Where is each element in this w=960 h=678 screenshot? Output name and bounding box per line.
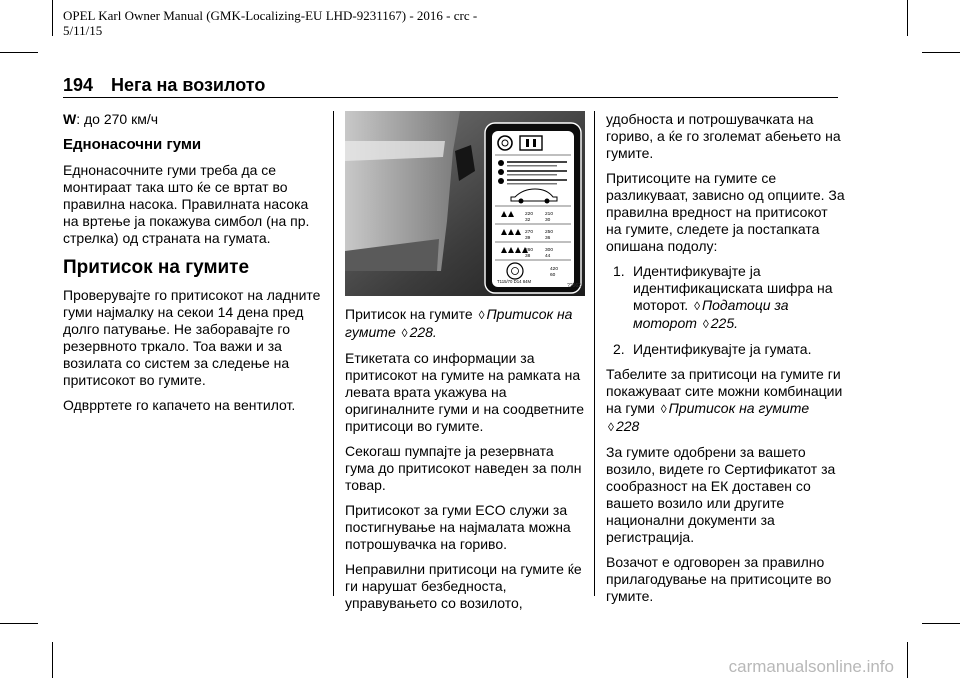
crop-mark: [52, 0, 53, 36]
reference-arrow-icon: ◊: [660, 402, 667, 416]
speed-rating-line: [63, 111, 325, 128]
reference-arrow-icon: ◊: [694, 299, 700, 313]
site-watermark: carmanualsonline.info: [728, 657, 894, 676]
caption-link[interactable]: Притисок на гумите: [345, 306, 573, 340]
column-3: [606, 111, 846, 613]
paragraph-pressure-tables: [606, 366, 846, 436]
paragraph-pressure-differ: Притисоците на гумите се разликуваат, зависно од опциите. За правилна вредност на притисокот на гумите, следете ја постапката опишана подолу:: [606, 170, 845, 254]
door-frame-illustration: [345, 111, 585, 296]
page-number: 194: [63, 75, 94, 95]
document-meta: [63, 8, 623, 38]
spare-row-b: 60: [550, 273, 556, 278]
crop-mark: [922, 623, 960, 624]
list-item-text: Идентификувајте ја идентификациската шифра на моторот.: [633, 263, 833, 313]
label-row-3-c: 38: [525, 254, 531, 259]
tables-text: Табелите за притисоци на гумите ги покажуваат сите можни комбинации на гуми: [606, 366, 843, 416]
crop-mark: [907, 642, 908, 678]
paragraph-wrong-pressure: Неправилни притисоци на гумите ќе ги нарушат безбедноста, управувањето со возилото,: [345, 561, 582, 611]
label-row-1-c: 32: [525, 218, 531, 223]
caption-page: 228.: [409, 324, 437, 340]
meta-line-2: 5/11/15: [63, 23, 103, 38]
spare-row-a: 420: [550, 267, 559, 272]
label-row-2-d: 36: [545, 236, 551, 241]
column-divider: [594, 111, 595, 596]
label-row-1-a: 220: [525, 212, 534, 217]
paragraph-continuation: удобноста и потрошувачката на гориво, а ќе го зголемат абењето на гумите.: [606, 111, 841, 161]
crop-mark: [0, 623, 38, 624]
label-row-1-b: 210: [545, 212, 554, 217]
speed-text: : до 270 км/ч: [76, 111, 159, 127]
column-2: [345, 111, 585, 620]
column-1: [63, 111, 325, 422]
label-row-2-b: 250: [545, 230, 554, 235]
paragraph-eco-pressure: Притисокот за гуми ECO служи за постигнување на најмалата можна потрошувачка на гориво.: [345, 502, 571, 552]
reference-arrow-icon: ◊: [401, 326, 408, 340]
figure-caption: [345, 306, 585, 342]
paragraph-spare-wheel: Секогаш пумпајте ја резервната гума до притисокот наведен за полн товар.: [345, 443, 582, 493]
procedure-list: [606, 263, 846, 358]
page-header: [63, 74, 838, 96]
crop-mark: [0, 52, 38, 53]
column-divider: [333, 111, 334, 596]
crop-mark: [907, 0, 908, 36]
paragraph-check-pressure: Проверувајте го притисокот на ладните гуми најмалку на секои 14 дена пред долго патување. Не заборавајте го резервното тркало. Тоа важи и за возилата со систем за следење на притисокот во гумите.: [63, 287, 321, 388]
list-item: [606, 263, 846, 333]
label-row-2-c: 39: [525, 236, 531, 241]
reference-arrow-icon: ◊: [702, 317, 709, 331]
reference-arrow-icon: ◊: [608, 420, 614, 434]
heading-tyre-pressure: Притисок на гумите: [63, 257, 250, 278]
label-row-3-a: 260: [525, 248, 534, 253]
paragraph-driver-responsibility: Возачот е одговорен за правилно прилагодување на притисоците во гумите.: [606, 554, 832, 604]
heading-directional-tyres: Еднонасочни гуми: [63, 136, 202, 153]
speed-letter: W: [63, 111, 77, 127]
tyre-pressure-label-figure: [345, 111, 585, 296]
paragraph-directional-tyres: Еднонасочните гуми треба да се монтираат така што ќе се вртат во правилна насока. Правилната насока на вртење ја покажува симбол (на пр. стрелка) од страната на гумата.: [63, 162, 310, 246]
paragraph-pressure-label: Етикетата со информации за притисокот на гумите на рамката на левата врата укажува на оригиналните гуми и на соодветните притисоци во гумите.: [345, 350, 585, 434]
tyre-pressure-link[interactable]: Притисок на гумите: [668, 400, 810, 416]
page-title: Нега на возилото: [111, 75, 266, 95]
caption-text: Притисок на гумите: [345, 306, 473, 322]
list-item-text: Идентификувајте ја гумата.: [633, 341, 812, 357]
paragraph-certificate: За гумите одобрени за вашето возило, видете го Сертификатот за сообразност на ЕК доставен со вашето возило или другите национални документи за регистрација.: [606, 444, 836, 545]
label-row-3-b: 300: [545, 248, 554, 253]
label-row-3-d: 44: [545, 254, 551, 259]
tyre-pressure-page: 228: [615, 418, 640, 434]
label-row-2-a: 270: [525, 230, 534, 235]
list-item-number: 2.: [613, 341, 625, 357]
meta-line-1: OPEL Karl Owner Manual (GMK-Localizing-EU LHD-9231167) - 2016 - crc -: [63, 8, 478, 23]
reference-arrow-icon: ◊: [478, 308, 485, 322]
crop-mark: [922, 52, 960, 53]
engine-data-link[interactable]: Податоци за моторот: [633, 297, 789, 331]
label-row-1-d: 30: [545, 218, 551, 223]
list-item-number: 1.: [613, 263, 625, 279]
list-item: [606, 341, 846, 358]
header-rule: [63, 97, 838, 98]
crop-mark: [52, 642, 53, 678]
tyre-size-text: T115/70 D14 84M: [497, 279, 532, 284]
figure-id: ??562: [567, 283, 581, 289]
paragraph-valve-cap: Одврртете го капачето на вентилот.: [63, 397, 296, 413]
engine-data-page: 225.: [710, 315, 738, 331]
